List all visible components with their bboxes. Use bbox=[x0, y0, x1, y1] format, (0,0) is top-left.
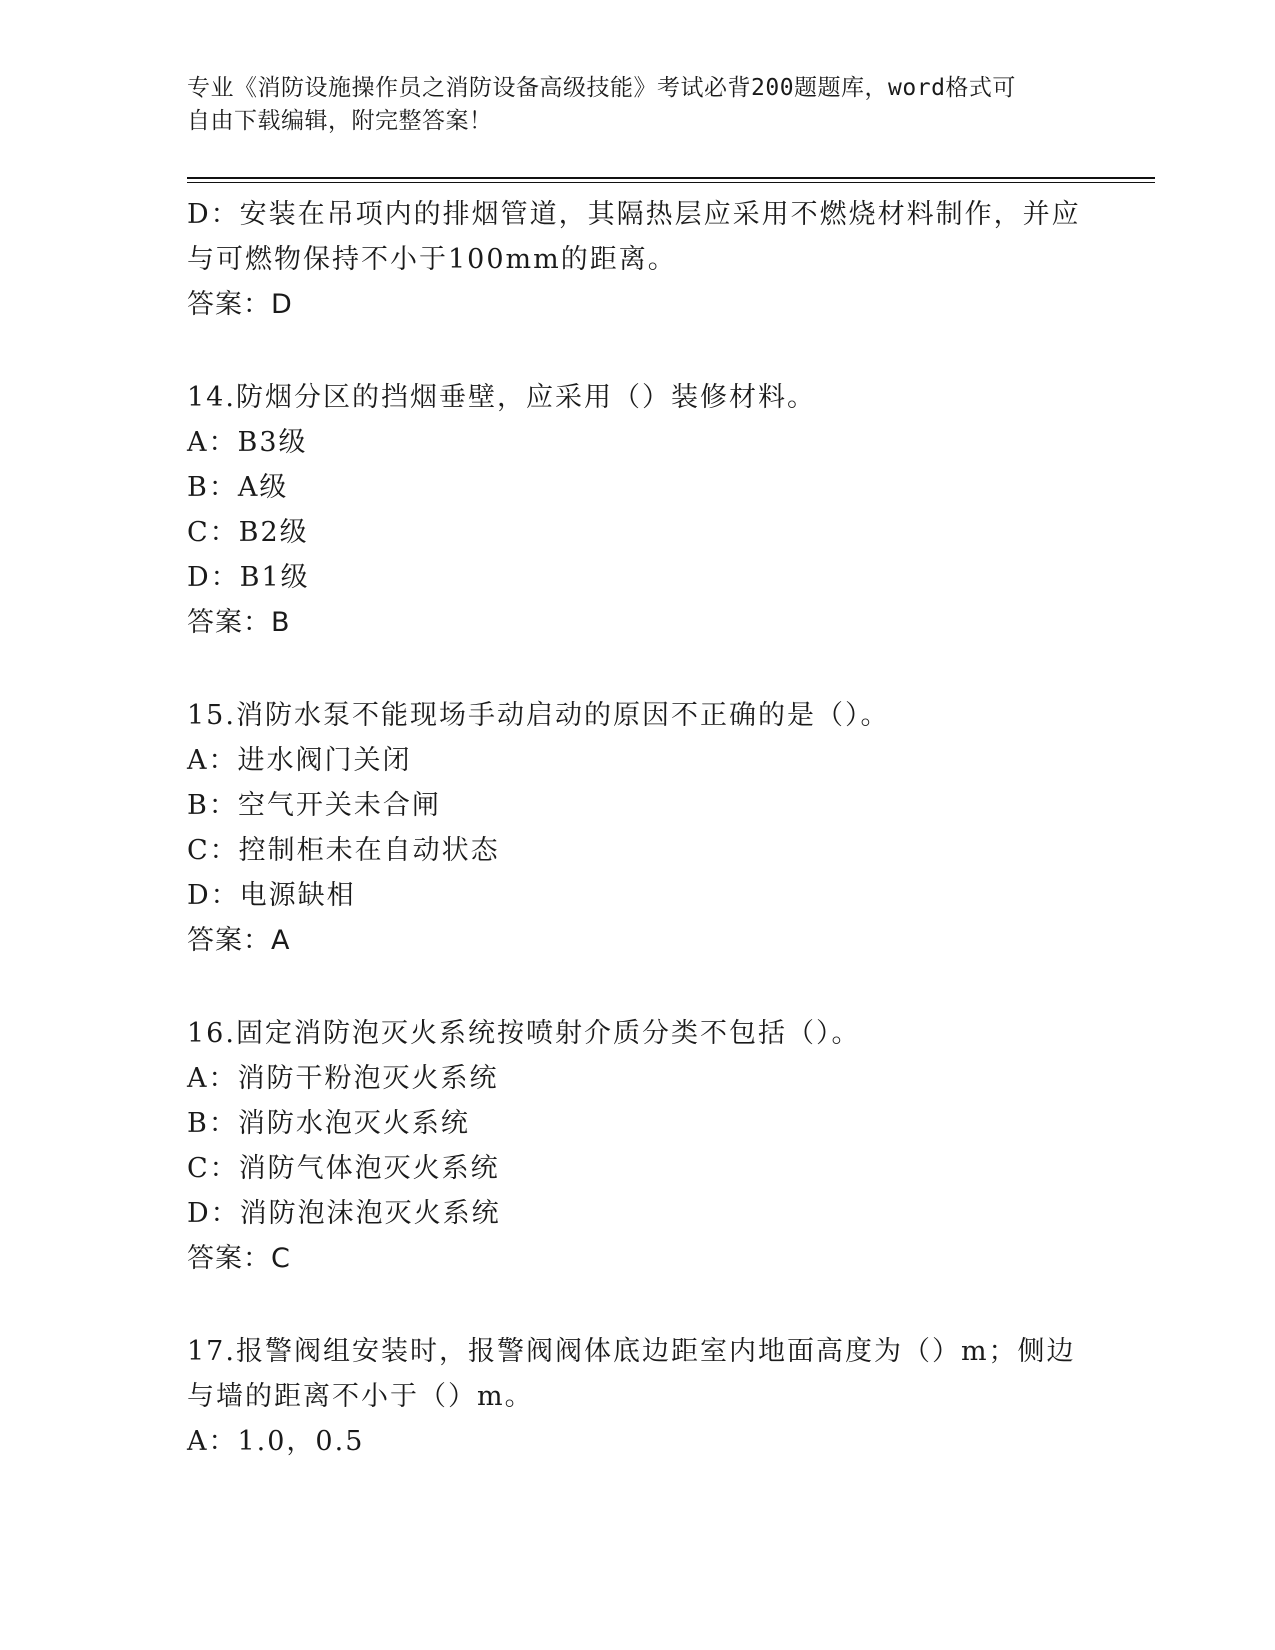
answer: 答案：B bbox=[187, 607, 291, 638]
question-15 bbox=[187, 693, 1087, 963]
option-a: A：进水阀门关闭 bbox=[187, 745, 412, 776]
question-stem: 14.防烟分区的挡烟垂壁，应采用（）装修材料。 bbox=[187, 382, 816, 413]
option-b: B：空气开关未合闸 bbox=[187, 790, 441, 821]
header-line-1: 专业《消防设施操作员之消防设备高级技能》考试必背200题题库，word格式可 bbox=[187, 75, 1016, 101]
document-header bbox=[187, 72, 1087, 138]
option-d: D：消防泡沫泡灭火系统 bbox=[187, 1198, 501, 1229]
answer: 答案：A bbox=[187, 925, 291, 956]
option-c: C：B2级 bbox=[187, 517, 309, 548]
question-14 bbox=[187, 375, 1087, 645]
option-c: C：控制柜未在自动状态 bbox=[187, 835, 500, 866]
header-line-2: 自由下载编辑，附完整答案！ bbox=[187, 108, 493, 134]
question-13-continued bbox=[187, 192, 1087, 327]
option-a: A：B3级 bbox=[187, 427, 308, 458]
answer: 答案：D bbox=[187, 289, 293, 320]
option-d: D：电源缺相 bbox=[187, 880, 356, 911]
question-stem-line-2: 与墙的距离不小于（）m。 bbox=[187, 1381, 534, 1412]
option-b: B：消防水泡灭火系统 bbox=[187, 1108, 470, 1139]
option-d-line-2: 与可燃物保持不小于100mm的距离。 bbox=[187, 244, 677, 275]
option-a: A：消防干粉泡灭火系统 bbox=[187, 1063, 499, 1094]
option-b: B：A级 bbox=[187, 472, 289, 503]
question-list bbox=[187, 192, 1087, 1464]
header-rule-thin bbox=[187, 182, 1155, 183]
option-a: A：1.0，0.5 bbox=[187, 1426, 365, 1457]
option-d-line-1: D：安装在吊项内的排烟管道，其隔热层应采用不燃烧材料制作，并应 bbox=[187, 199, 1081, 230]
answer: 答案：C bbox=[187, 1243, 291, 1274]
question-stem: 15.消防水泵不能现场手动启动的原因不正确的是（）。 bbox=[187, 700, 890, 731]
question-stem: 16.固定消防泡灭火系统按喷射介质分类不包括（）。 bbox=[187, 1018, 861, 1049]
option-d: D：B1级 bbox=[187, 562, 310, 593]
question-17 bbox=[187, 1329, 1087, 1464]
question-stem-line-1: 17.报警阀组安装时，报警阀阀体底边距室内地面高度为（）m；侧边 bbox=[187, 1336, 1076, 1367]
question-16 bbox=[187, 1011, 1087, 1281]
header-rule-thick bbox=[187, 177, 1155, 179]
option-c: C：消防气体泡灭火系统 bbox=[187, 1153, 500, 1184]
